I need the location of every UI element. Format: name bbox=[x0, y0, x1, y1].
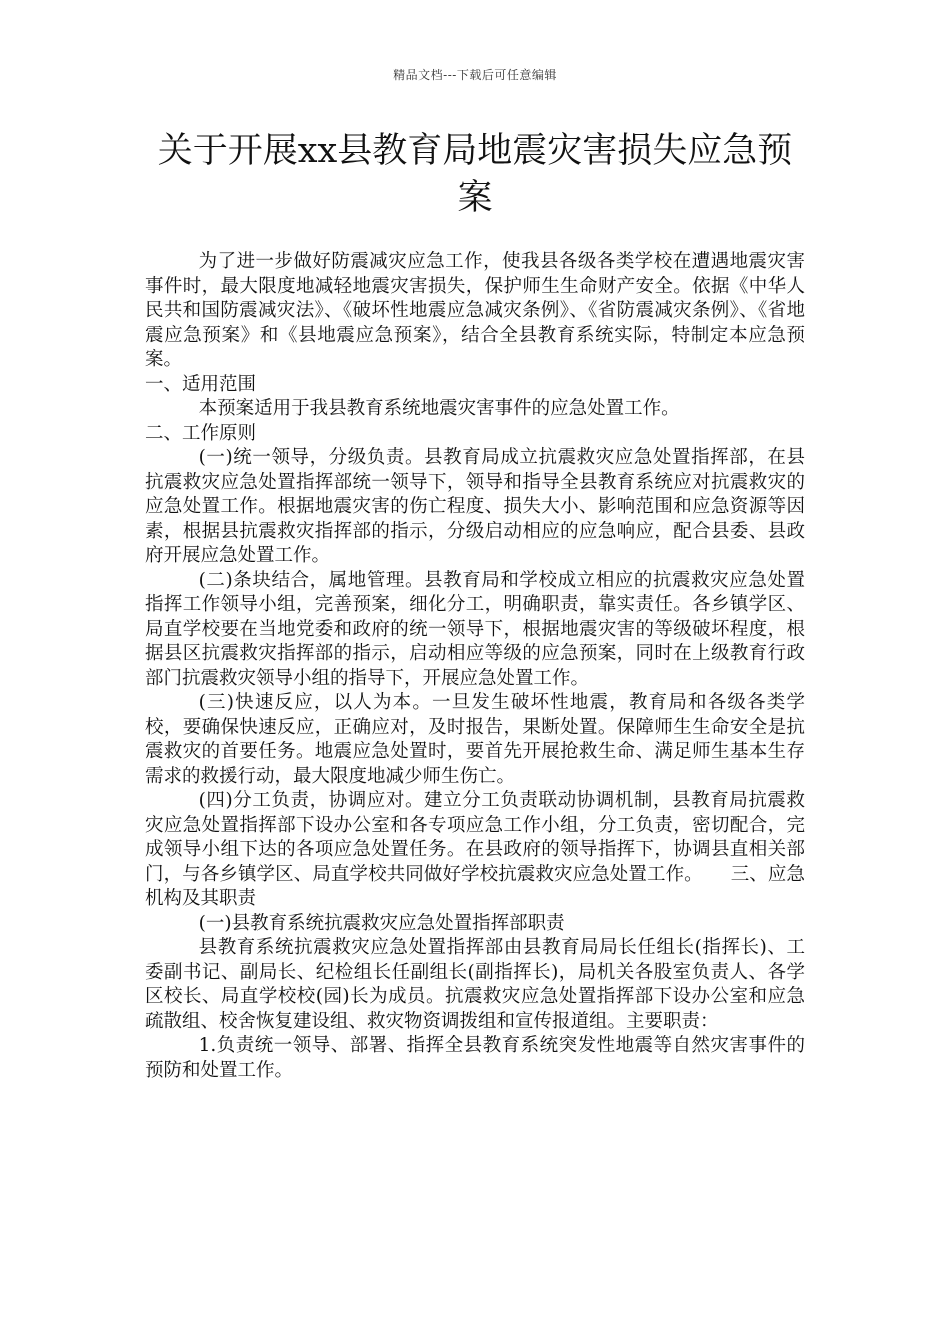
paragraph-command-heading: (一)县教育系统抗震救灾应急处置指挥部职责 bbox=[198, 912, 565, 934]
section-heading-scope: 一、适用范围 bbox=[145, 373, 257, 395]
paragraph-duty-1: 1.负责统一领导、部署、指挥全县教育系统突发性地震等自然灾害事件的预防和处置工作。 bbox=[145, 1035, 805, 1081]
paragraph-command-body: 县教育系统抗震救灾应急处置指挥部由县教育局局长任组长(指挥长)、工委副书记、副局长、纪检组长任副组长(副指挥长)，局机关各股室负责人、各学区校长、局直学校校(园)长为成员。抗震救灾应急处置指挥部下设办公室和应急疏散组、校舍恢复建设组、救灾物资调拨组和宣传报道组。主要职责： bbox=[145, 937, 805, 1032]
paragraph-principle-4: (四)分工负责，协调应对。建立分工负责联动协调机制，县教育局抗震救灾应急处置指挥部下设办公室和各专项应急工作小组，分工负责，密切配合，完成领导小组下达的各项应急处置任务。在县政府的领导指挥下，协调县直相关部门，与各乡镇学区、局直学校共同做好学校抗震救灾应急处置工作。 三、应急机构及其职责 bbox=[145, 790, 805, 909]
paragraph-principle-2: (二)条块结合，属地管理。县教育局和学校成立相应的抗震救灾应急处置指挥工作领导小组，完善预案，细化分工，明确职责，靠实责任。各乡镇学区、局直学校要在当地党委和政府的统一领导下，根据地震灾害的等级破坏程度，根据县区抗震救灾指挥部的指示，启动相应等级的应急预案，同时在上级教育行政部门抗震救灾领导小组的指导下，开展应急处置工作。 bbox=[145, 569, 805, 689]
header-note: 精品文档---下载后可任意编辑 bbox=[393, 68, 557, 82]
document-body bbox=[145, 250, 805, 1083]
paragraph-scope: 本预案适用于我县教育系统地震灾害事件的应急处置工作。 bbox=[198, 398, 680, 419]
paragraph-intro: 为了进一步做好防震减灾应急工作，使我县各级各类学校在遭遇地震灾害事件时，最大限度地减轻地震灾害损失，保护师生生命财产安全。依据《中华人民共和国防震减灾法》、《破坏性地震应急减灾条例》、《省防震减灾条例》、《省地震应急预案》和《县地震应急预案》，结合全县教育系统实际，特制定本应急预案。 bbox=[145, 251, 805, 370]
section-heading-principles: 二、工作原则 bbox=[145, 422, 257, 444]
paragraph-principle-1: (一)统一领导，分级负责。县教育局成立抗震救灾应急处置指挥部，在县抗震救灾应急处置指挥部统一领导下，领导和指导全县教育系统应对抗震救灾的应急处置工作。根据地震灾害的伤亡程度、损失大小、影响范围和应急资源等因素，根据县抗震救灾指挥部的指示，分级启动相应的应急响应，配合县委、县政府开展应急处置工作。 bbox=[145, 447, 805, 566]
paragraph-principle-3: (三)快速反应，以人为本。一旦发生破坏性地震，教育局和各级各类学校，要确保快速反应，正确应对，及时报告，果断处置。保障师生生命安全是抗震救灾的首要任务。地震应急处置时，要首先开展抢救生命、满足师生基本生存需求的救援行动，最大限度地减少师生伤亡。 bbox=[145, 692, 805, 787]
document-title: 关于开展xx县教育局地震灾害损失应急预案 bbox=[157, 131, 793, 218]
